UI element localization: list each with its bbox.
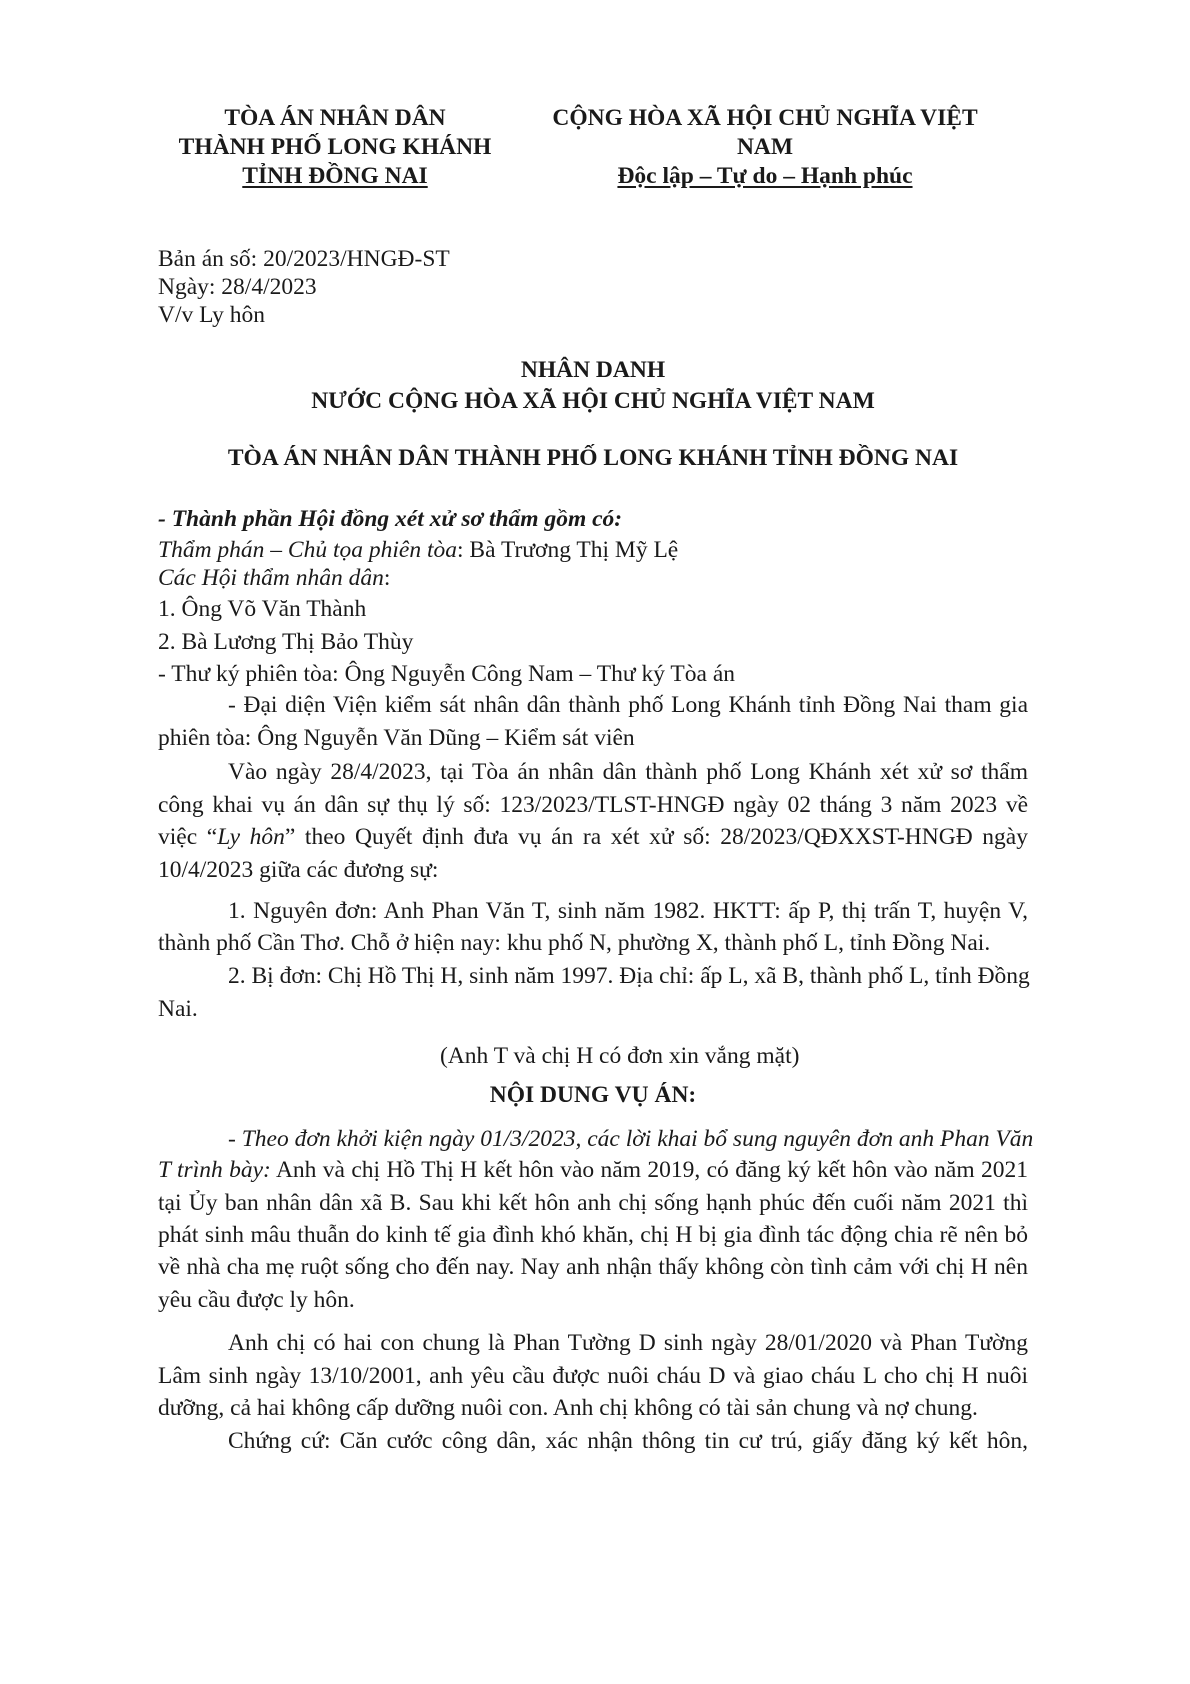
content-p1-line-3: tại Ủy ban nhân dân xã B. Sau khi kết hôn anh chị sống hạnh phúc đến cuối năm 2021 thì — [158, 1190, 1028, 1216]
case-subject: V/v Ly hôn — [158, 302, 266, 328]
content-p1-line-6: yêu cầu được ly hôn. — [158, 1287, 355, 1313]
intro-line-1: Vào ngày 28/4/2023, tại Tòa án nhân dân thành phố Long Khánh xét xử sơ thẩm — [228, 759, 1028, 785]
procuracy-line-2: phiên tòa: Ông Nguyễn Văn Dũng – Kiểm sát viên — [158, 725, 635, 751]
content-p3-line-1: Chứng cứ: Căn cước công dân, xác nhận thông tin cư trú, giấy đăng ký kết hôn, — [228, 1428, 1028, 1454]
national-title-line-2: NAM — [736, 134, 794, 160]
court-name-line-1: TÒA ÁN NHÂN DÂN — [224, 105, 446, 131]
court-name-line-2: THÀNH PHỐ LONG KHÁNH — [178, 134, 492, 160]
content-p1-line-4: phát sinh mâu thuẫn do kinh tế gia đình khó khăn, chị H bị gia đình tác động chia rẽ nên bỏ — [158, 1222, 1028, 1248]
jurors-label-line — [158, 563, 390, 593]
juror-1: 1. Ông Võ Văn Thành — [158, 596, 367, 622]
content-p2-line-1: Anh chị có hai con chung là Phan Tường D sinh ngày 28/01/2020 và Phan Tường — [228, 1330, 1028, 1356]
jurors-label: Các Hội thẩm nhân dân — [158, 565, 384, 591]
defendant-line-2: Nai. — [158, 996, 198, 1022]
in-name-of-title: NHÂN DANH — [520, 357, 666, 383]
juror-2: 2. Bà Lương Thị Bảo Thùy — [158, 629, 414, 655]
content-p1-line-1: - Theo đơn khởi kiện ngày 01/3/2023, các lời khai bổ sung nguyên đơn anh Phan Văn — [228, 1126, 1034, 1152]
plaintiff-statement-label: T trình bày: — [158, 1157, 271, 1183]
defendant-line-1: 2. Bị đơn: Chị Hồ Thị H, sinh năm 1997. Địa chỉ: ấp L, xã B, thành phố L, tỉnh Đồng — [228, 963, 1030, 989]
national-title-line-1: CỘNG HÒA XÃ HỘI CHỦ NGHĨA VIỆT — [552, 105, 978, 131]
content-heading: NỘI DUNG VỤ ÁN: — [489, 1082, 697, 1108]
case-date: Ngày: 28/4/2023 — [158, 274, 317, 300]
state-title: NƯỚC CỘNG HÒA XÃ HỘI CHỦ NGHĨA VIỆT NAM — [311, 388, 875, 414]
intro-line-3-a: việc “ — [158, 824, 218, 850]
presiding-judge — [158, 535, 678, 565]
procuracy-line-1: - Đại diện Viện kiểm sát nhân dân thành phố Long Khánh tỉnh Đồng Nai tham gia — [228, 692, 1028, 718]
presiding-judge-value: : Bà Trương Thị Mỹ Lệ — [456, 537, 679, 563]
intro-line-4: 10/4/2023 giữa các đương sự: — [158, 857, 439, 883]
panel-heading: - Thành phần Hội đồng xét xử sơ thẩm gồm có: — [158, 506, 623, 532]
intro-line-2: công khai vụ án dân sự thụ lý số: 123/2023/TLST-HNGĐ ngày 02 tháng 3 năm 2023 về — [158, 792, 1028, 818]
content-p2-line-2: Lâm sinh ngày 13/10/2001, anh yêu cầu được nuôi cháu D và giao cháu L cho chị H nuôi — [158, 1363, 1028, 1389]
motto-line — [540, 161, 990, 191]
court-name-line-3 — [170, 161, 500, 191]
content-p1-line-2-rest: Anh và chị Hồ Thị H kết hôn vào năm 2019, có đăng ký kết hôn vào năm 2021 — [270, 1157, 1028, 1183]
content-p1-line-5: về nhà cha mẹ ruột sống cho đến nay. Nay anh nhận thấy không còn tình cảm với chị H nên — [158, 1254, 1028, 1280]
national-motto: Độc lập – Tự do – Hạnh phúc — [617, 163, 913, 189]
plaintiff-line-2: thành phố Cần Thơ. Chỗ ở hiện nay: khu phố N, phường X, thành phố L, tỉnh Đồng Nai. — [158, 930, 991, 956]
content-p2-line-3: dưỡng, cả hai không cấp dưỡng nuôi con. Anh chị không có tài sản chung và nợ chung. — [158, 1395, 978, 1421]
case-number: Bản án số: 20/2023/HNGĐ-ST — [158, 246, 450, 272]
intro-line-3-c: ” theo Quyết định đưa vụ án ra xét xử số: 28/2023/QĐXXST-HNGĐ ngày — [284, 824, 1028, 850]
case-type-italic: Ly hôn — [217, 824, 285, 850]
court-clerk: - Thư ký phiên tòa: Ông Nguyễn Công Nam – Thư ký Tòa án — [158, 661, 736, 687]
intro-line-3 — [158, 822, 1028, 852]
province-name: TỈNH ĐỒNG NAI — [242, 163, 428, 189]
jurors-colon: : — [383, 565, 391, 591]
presiding-judge-label: Thẩm phán – Chủ tọa phiên tòa — [158, 537, 457, 563]
plaintiff-line-1: 1. Nguyên đơn: Anh Phan Văn T, sinh năm 1982. HKTT: ấp P, thị trấn T, huyện V, — [228, 898, 1028, 924]
absence-note: (Anh T và chị H có đơn xin vắng mặt) — [440, 1043, 800, 1069]
content-p1-line-2 — [158, 1155, 1028, 1185]
court-title: TÒA ÁN NHÂN DÂN THÀNH PHỐ LONG KHÁNH TỈNH ĐỒNG NAI — [227, 445, 959, 471]
